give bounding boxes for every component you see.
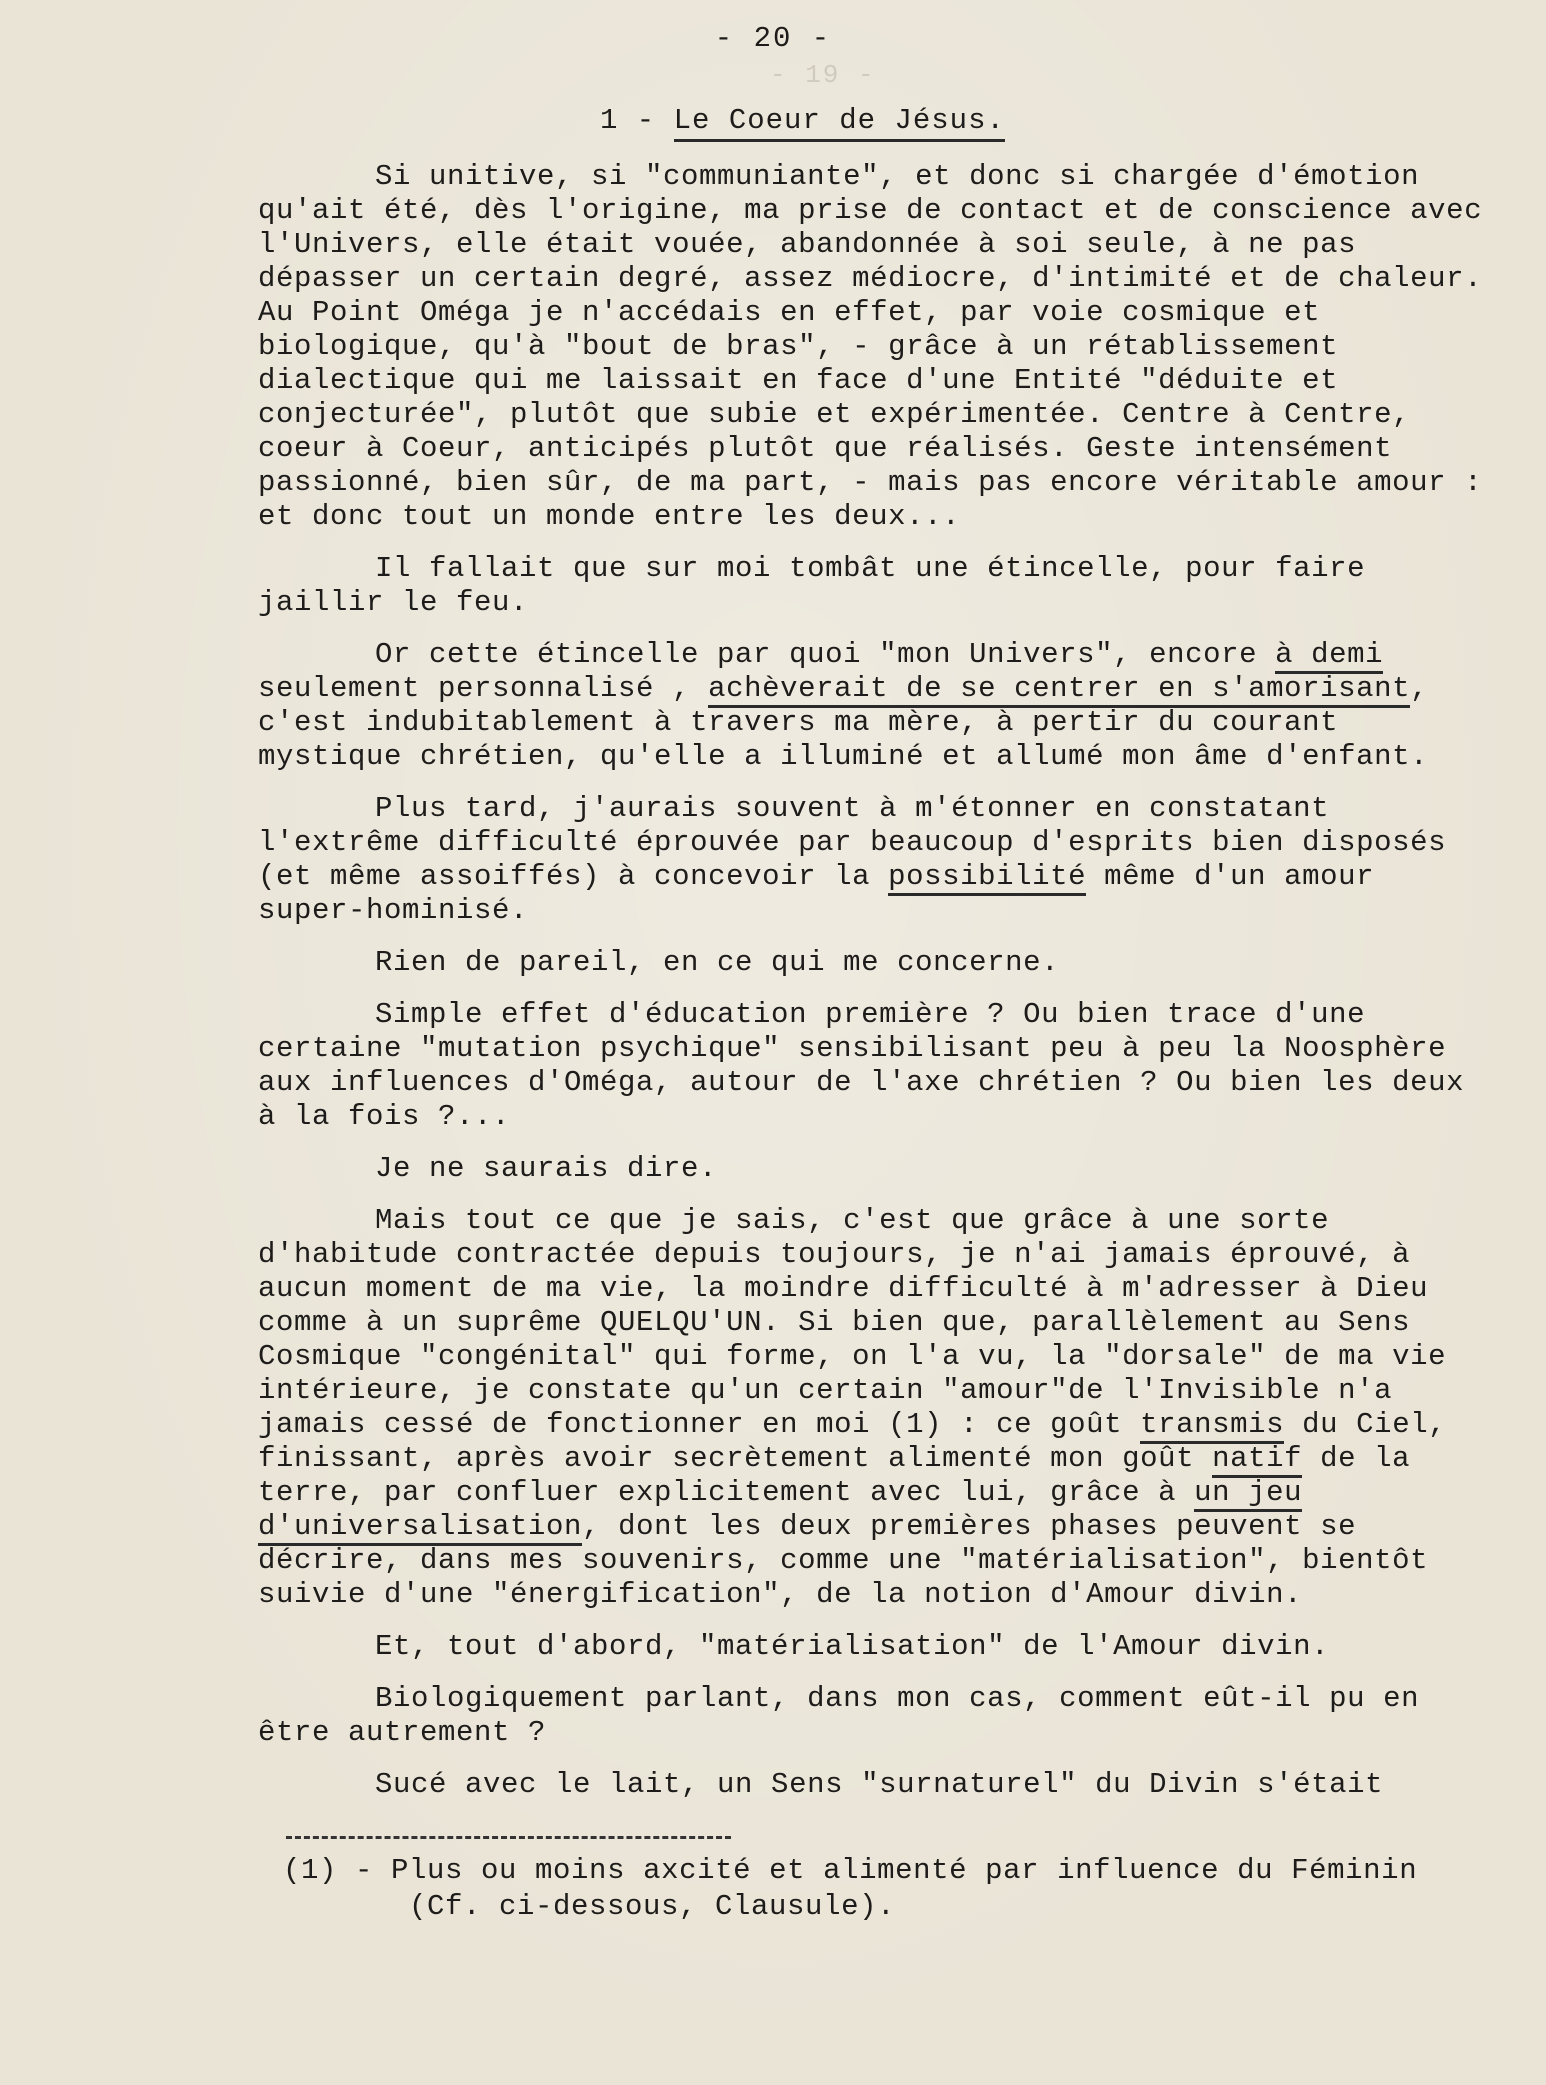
paragraph-text: Mais tout ce que je sais, c'est que grâce à une sorte d'habitude contractée depuis toujours, je n'ai jamais éprouvé, à aucun moment de ma vie, la moindre difficulté à m'adresser à Dieu comme à un suprême QUELQU'UN. Si bien que, parallèlement au Sens Cosmique "congénital" qui forme, on l'a vu, la "dorsale" de ma vie intérieure, je constate qu'un certain "amour"de l'Invisible n'a jamais cessé de fonctionner en moi (1) : ce goût bbox=[258, 1204, 1447, 1441]
footnote-marker: (1) - bbox=[283, 1854, 392, 1887]
paragraph-7 bbox=[258, 1152, 1498, 1186]
paragraph-3 bbox=[258, 638, 1498, 774]
paragraph-text: du Ciel, finissant, après avoir secrètement alimenté mon goût bbox=[258, 1408, 1447, 1475]
paragraph-8 bbox=[258, 1204, 1498, 1612]
paragraph-6 bbox=[258, 998, 1498, 1134]
underlined-text: à demi bbox=[1275, 638, 1383, 674]
paragraph-text: , c'est indubitablement à travers ma mère, à pertir du courant mystique chrétien, qu'elle a illuminé et allumé mon âme d'enfant. bbox=[258, 672, 1429, 773]
paragraph-text: Je ne saurais dire. bbox=[375, 1152, 718, 1185]
underlined-text: un jeu d'universalisation bbox=[258, 1476, 1302, 1546]
paragraph-text: Rien de pareil, en ce qui me concerne. bbox=[375, 946, 1060, 979]
paragraph-1 bbox=[258, 160, 1498, 534]
paragraph-9 bbox=[258, 1630, 1498, 1664]
paragraph-text: de la terre, par confluer explicitement avec lui, grâce à bbox=[258, 1442, 1411, 1509]
underlined-text: achèverait de se centrer en s'amorisant bbox=[708, 672, 1410, 708]
paragraph-text: seulement personnalisé , bbox=[258, 672, 709, 705]
paragraph-5 bbox=[258, 946, 1498, 980]
paragraph-11 bbox=[258, 1768, 1498, 1802]
paragraph-text: Sucé avec le lait, un Sens "surnaturel" du Divin s'était bbox=[375, 1768, 1384, 1801]
paragraph-text: Plus tard, j'aurais souvent à m'étonner en constatant l'extrême difficulté éprouvée par beaucoup d'esprits bien disposés (et même assoiffés) à concevoir la bbox=[258, 792, 1447, 893]
paragraph-text: Il fallait que sur moi tombât une étincelle, pour faire jaillir le feu. bbox=[258, 552, 1366, 619]
page-number: - 20 - bbox=[714, 22, 832, 55]
underlined-text: transmis bbox=[1140, 1408, 1284, 1444]
body-text bbox=[258, 160, 1498, 1820]
paragraph-text: , dont les deux premières phases peuvent se décrire, dans mes souvenirs, comme une "matérialisation", bientôt suivie d'une "énergification", de la notion d'Amour divin. bbox=[258, 1510, 1429, 1611]
section-heading-title: Le Coeur de Jésus. bbox=[674, 104, 1005, 142]
paragraph-text: Si unitive, si "communiante", et donc si chargée d'émotion qu'ait été, dès l'origine, ma prise de contact et de conscience avec l'Univers, elle était vouée, abandonnée à soi seule, à ne pas dépasser un certain degré, assez médiocre, d'intimité et de chaleur. Au Point Oméga je n'accédais en effet, par voie cosmique et biologique, qu'à "bout de bras", - grâce à un rétablissement dialectique qui me laissait en face d'une Entité "déduite et conjecturée", plutôt que subie et expérimentée. Centre à Centre, coeur à Coeur, anticipés plutôt que réalisés. Geste intensément passionné, bien sûr, de ma part, - mais pas encore véritable amour : et donc tout un monde entre les deux... bbox=[258, 160, 1483, 533]
bleed-through-page-number: - 19 - bbox=[770, 60, 876, 90]
underlined-text: possibilité bbox=[888, 860, 1086, 896]
section-heading bbox=[600, 104, 1005, 137]
paragraph-10 bbox=[258, 1682, 1498, 1750]
paragraph-text: Or cette étincelle par quoi "mon Univers", encore bbox=[375, 638, 1276, 671]
paragraph-text: Biologiquement parlant, dans mon cas, comment eût-il pu en être autrement ? bbox=[258, 1682, 1420, 1749]
paragraph-2 bbox=[258, 552, 1498, 620]
underlined-text: natif bbox=[1212, 1442, 1302, 1478]
section-heading-prefix: 1 - bbox=[600, 104, 674, 137]
footnote-line-1: Plus ou moins axcité et alimenté par influence du Féminin bbox=[391, 1854, 1418, 1887]
paragraph-text: même d'un amour super-hominisé. bbox=[258, 860, 1375, 927]
footnote bbox=[283, 1853, 1503, 1925]
footnote-line-2: (Cf. ci-dessous, Clausule). bbox=[409, 1890, 896, 1923]
footnote-separator bbox=[286, 1836, 731, 1839]
paragraph-text: Simple effet d'éducation première ? Ou bien trace d'une certaine "mutation psychique" sensibilisant peu à peu la Noosphère aux influences d'Oméga, autour de l'axe chrétien ? Ou bien les deux à la fois ?... bbox=[258, 998, 1465, 1133]
paragraph-4 bbox=[258, 792, 1498, 928]
paragraph-text: Et, tout d'abord, "matérialisation" de l'Amour divin. bbox=[375, 1630, 1330, 1663]
